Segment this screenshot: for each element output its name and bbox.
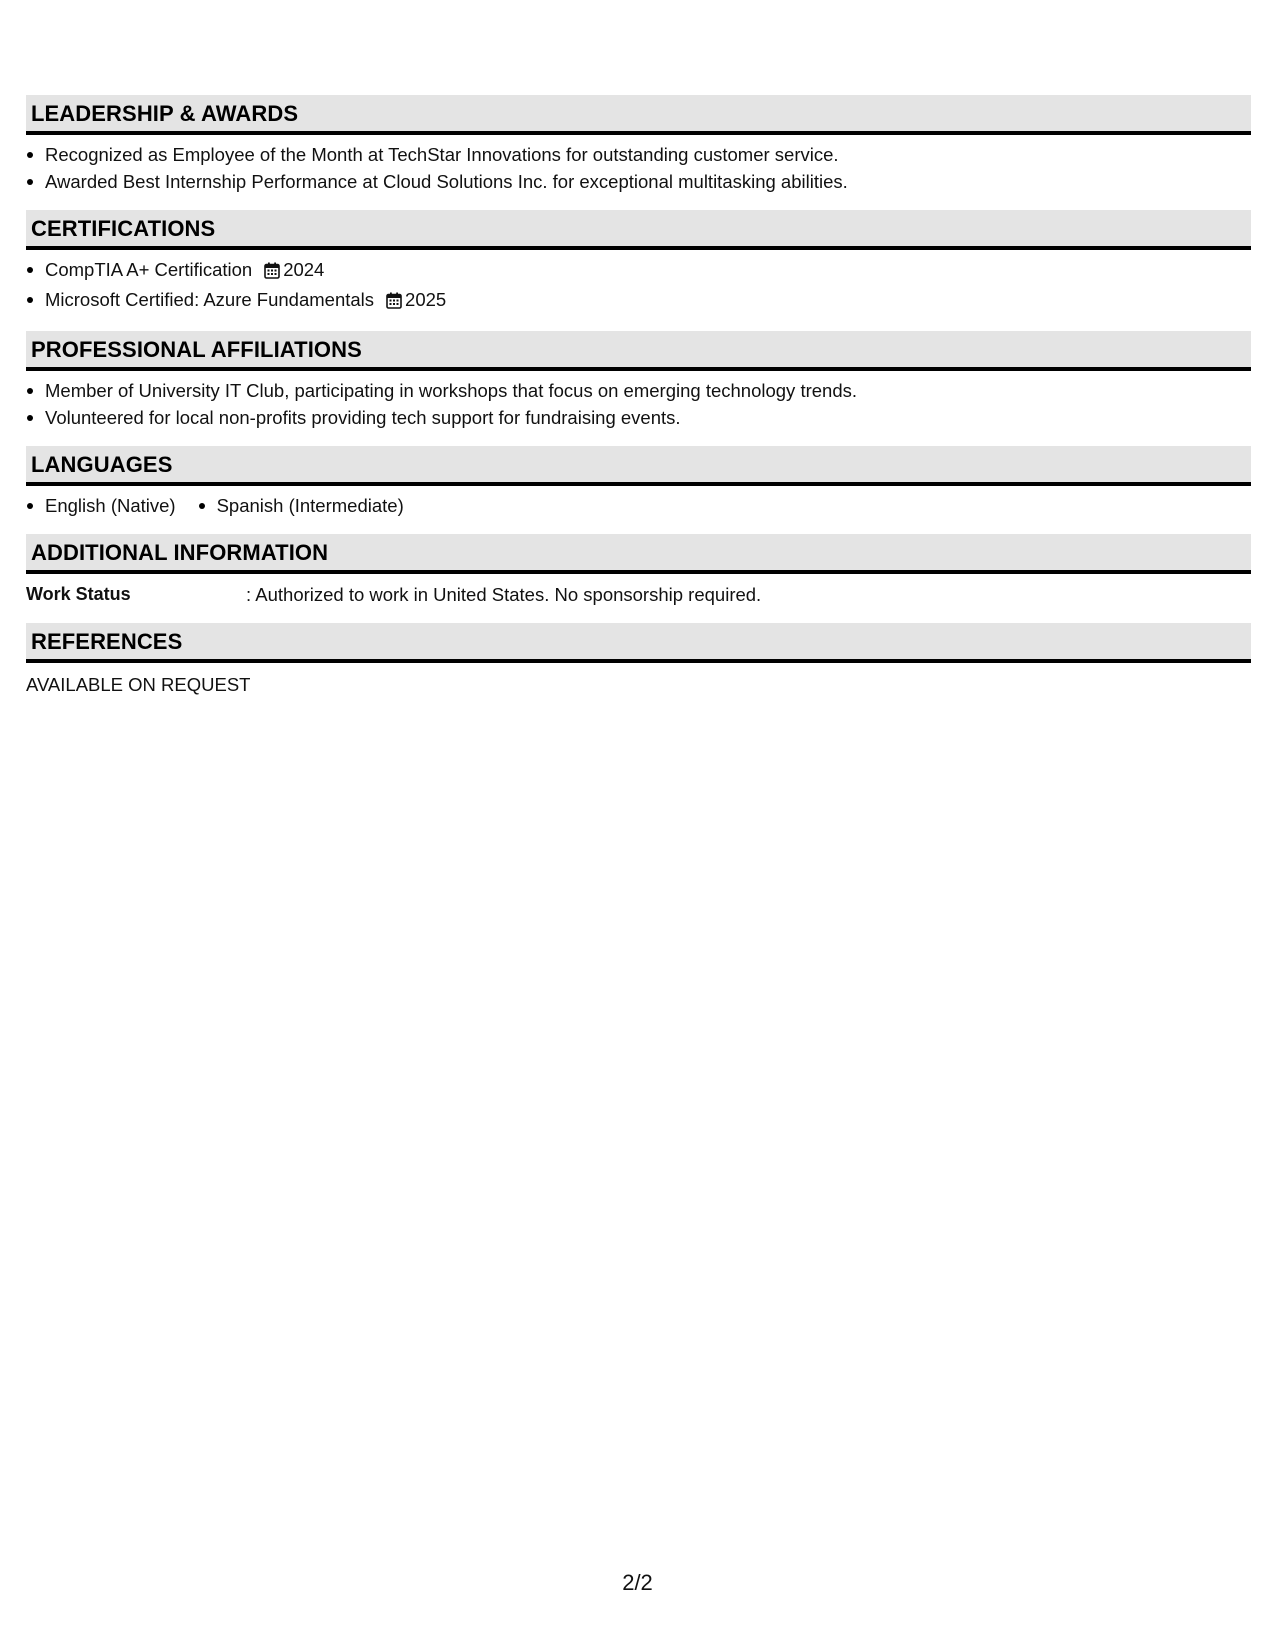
languages-list (26, 492, 1251, 519)
resume-page (26, 95, 1251, 698)
section-header (26, 331, 1251, 371)
section-title: ADDITIONAL INFORMATION (31, 540, 329, 565)
list-item (26, 286, 1251, 316)
section-additional-information (26, 534, 1251, 608)
section-title: LEADERSHIP & AWARDS (31, 101, 299, 126)
section-leadership-awards (26, 95, 1251, 195)
list-item: Awarded Best Internship Performance at Cloud Solutions Inc. for exceptional multitasking abilities. (26, 168, 1251, 195)
page-number: 2/2 (622, 1570, 653, 1595)
section-header (26, 95, 1251, 135)
language-item: Spanish (Intermediate) (198, 492, 404, 519)
calendar-icon (264, 259, 280, 286)
list-item: Volunteered for local non-profits providing tech support for fundraising events. (26, 404, 1251, 431)
certification-name: Microsoft Certified: Azure Fundamentals (45, 289, 375, 310)
section-title: LANGUAGES (31, 452, 173, 477)
section-title: CERTIFICATIONS (31, 216, 216, 241)
section-header (26, 446, 1251, 486)
section-title: PROFESSIONAL AFFILIATIONS (31, 337, 362, 362)
list-item (26, 256, 1251, 286)
awards-list (26, 141, 1251, 195)
language-item: English (Native) (26, 492, 176, 519)
work-status-label: Work Status (26, 584, 131, 604)
section-languages (26, 446, 1251, 519)
work-status-row (26, 581, 1251, 608)
section-header (26, 534, 1251, 574)
section-header (26, 210, 1251, 250)
section-references (26, 623, 1251, 698)
work-status-value: : Authorized to work in United States. No sponsorship required. (246, 584, 762, 605)
references-text: AVAILABLE ON REQUEST (26, 674, 251, 695)
section-professional-affiliations (26, 331, 1251, 431)
certification-name: CompTIA A+ Certification (45, 259, 253, 280)
certification-year: 2025 (405, 289, 447, 310)
section-header (26, 623, 1251, 663)
calendar-icon (386, 289, 402, 316)
section-title: REFERENCES (31, 629, 183, 654)
section-certifications (26, 210, 1251, 316)
affiliations-list (26, 377, 1251, 431)
list-item: Member of University IT Club, participating in workshops that focus on emerging technology trends. (26, 377, 1251, 404)
certification-year: 2024 (283, 259, 325, 280)
list-item: Recognized as Employee of the Month at TechStar Innovations for outstanding customer service. (26, 141, 1251, 168)
certifications-list (26, 256, 1251, 316)
